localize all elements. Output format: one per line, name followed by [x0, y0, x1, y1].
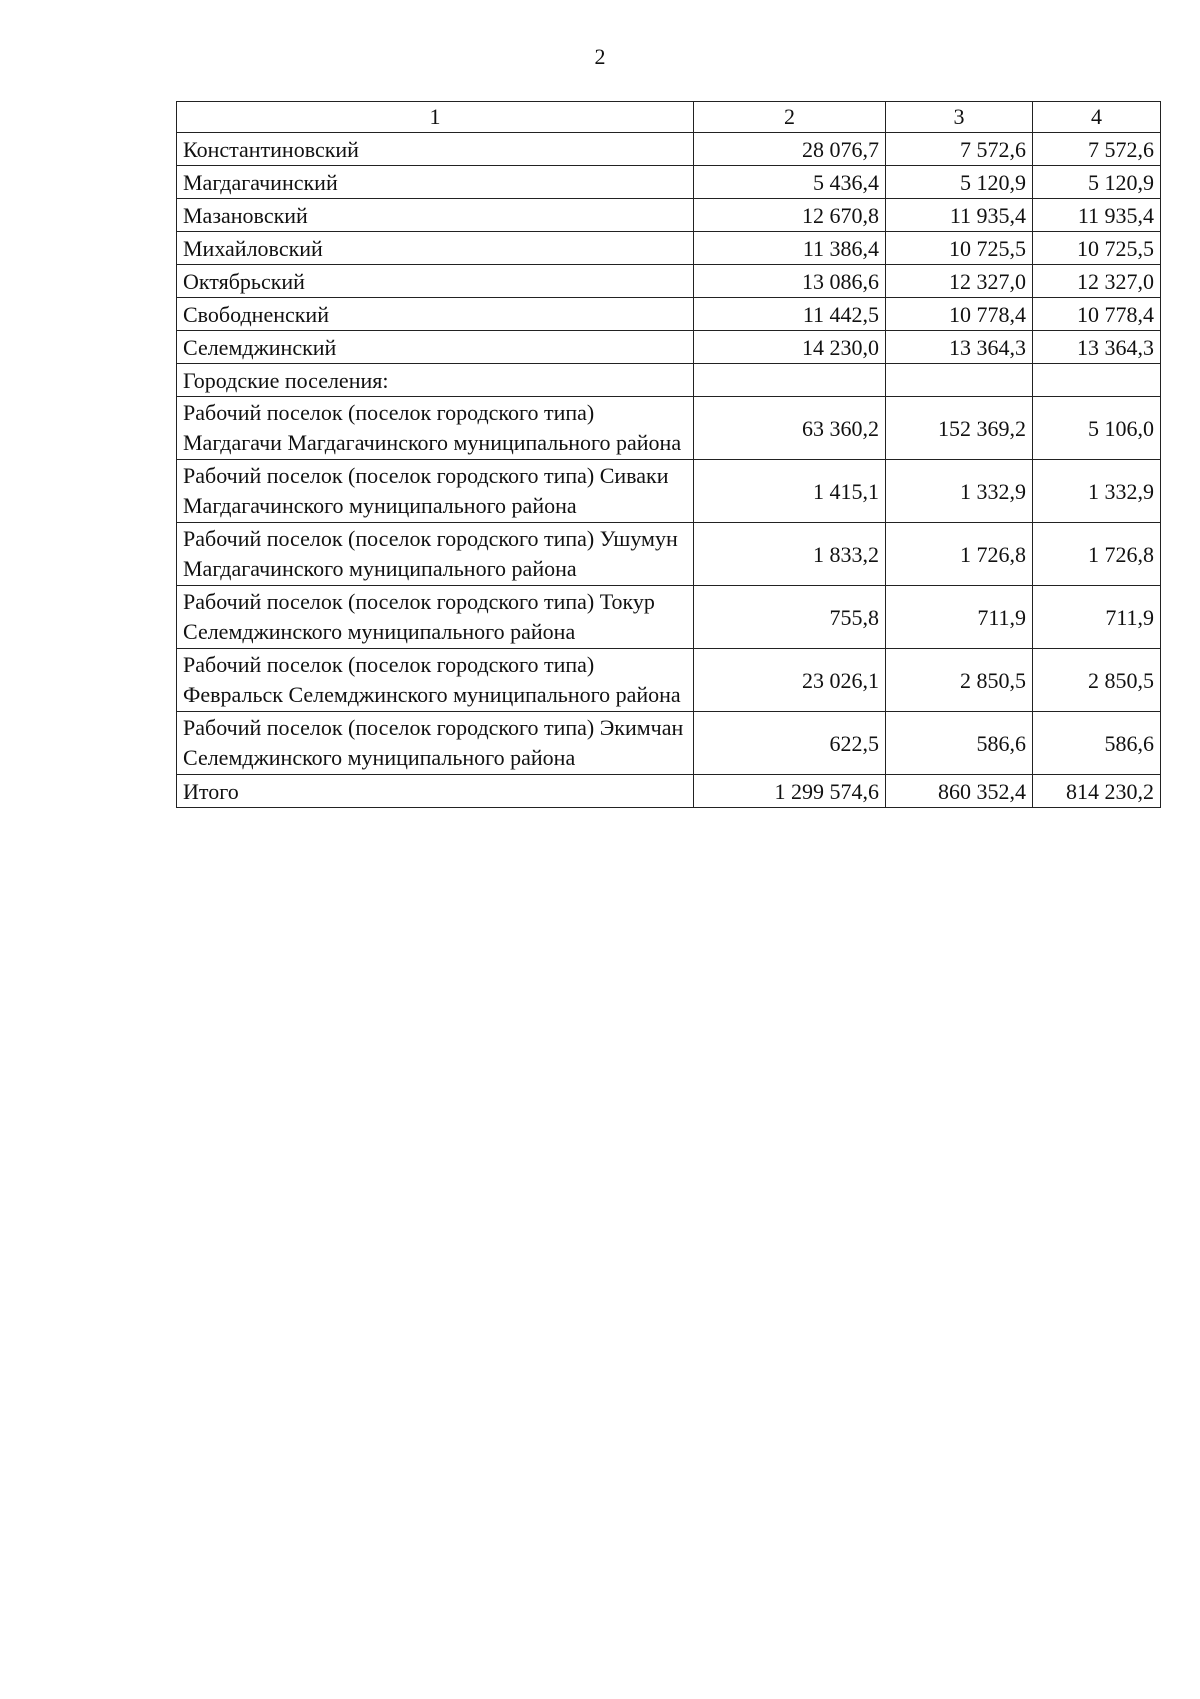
section-row: [177, 364, 1161, 397]
row-value-col-2: 14 230,0: [694, 331, 886, 364]
row-value-col-2: 11 442,5: [694, 298, 886, 331]
row-value-col-3: 1 726,8: [886, 523, 1033, 586]
row-name: Свободненский: [177, 298, 694, 331]
settlement-name: Рабочий поселок (поселок городского типа) Февральск Селемджинского муниципального района: [177, 649, 694, 712]
header-row: [177, 102, 1161, 133]
budget-table: [176, 101, 1161, 808]
row-value-col-4: 12 327,0: [1033, 265, 1161, 298]
table-row: [177, 298, 1161, 331]
empty-cell: [886, 364, 1033, 397]
row-value-col-3: 13 364,3: [886, 331, 1033, 364]
row-value-col-2: 755,8: [694, 586, 886, 649]
table-row: [177, 397, 1161, 460]
total-row: [177, 775, 1161, 808]
table-row: [177, 460, 1161, 523]
row-value-col-4: 10 725,5: [1033, 232, 1161, 265]
row-value-col-3: 7 572,6: [886, 133, 1033, 166]
row-value-col-4: 5 120,9: [1033, 166, 1161, 199]
total-value-col-2: 1 299 574,6: [694, 775, 886, 808]
row-value-col-2: 11 386,4: [694, 232, 886, 265]
row-name: Константиновский: [177, 133, 694, 166]
settlement-name: Рабочий поселок (поселок городского типа) Магдагачи Магдагачинского муниципального района: [177, 397, 694, 460]
header-col-3: 3: [886, 102, 1033, 133]
section-label: Городские поселения:: [177, 364, 694, 397]
row-value-col-3: 152 369,2: [886, 397, 1033, 460]
row-value-col-4: 1 726,8: [1033, 523, 1161, 586]
header-col-1: 1: [177, 102, 694, 133]
row-name: Магдагачинский: [177, 166, 694, 199]
row-value-col-3: 12 327,0: [886, 265, 1033, 298]
table-row: [177, 265, 1161, 298]
row-value-col-2: 622,5: [694, 712, 886, 775]
row-value-col-4: 10 778,4: [1033, 298, 1161, 331]
row-value-col-4: 13 364,3: [1033, 331, 1161, 364]
page-number: 2: [594, 44, 606, 69]
row-name: Михайловский: [177, 232, 694, 265]
row-value-col-3: 10 725,5: [886, 232, 1033, 265]
row-value-col-2: 12 670,8: [694, 199, 886, 232]
table-row: [177, 232, 1161, 265]
settlement-name: Рабочий поселок (поселок городского типа) Ушумун Магдагачинского муниципального района: [177, 523, 694, 586]
row-value-col-4: 1 332,9: [1033, 460, 1161, 523]
row-value-col-3: 11 935,4: [886, 199, 1033, 232]
table-row: [177, 586, 1161, 649]
row-value-col-4: 711,9: [1033, 586, 1161, 649]
table-row: [177, 649, 1161, 712]
row-value-col-4: 11 935,4: [1033, 199, 1161, 232]
table-row: [177, 199, 1161, 232]
row-value-col-2: 28 076,7: [694, 133, 886, 166]
total-value-col-3: 860 352,4: [886, 775, 1033, 808]
table-row: [177, 166, 1161, 199]
row-value-col-3: 5 120,9: [886, 166, 1033, 199]
row-value-col-4: 2 850,5: [1033, 649, 1161, 712]
settlement-name: Рабочий поселок (поселок городского типа) Сиваки Магдагачинского муниципального района: [177, 460, 694, 523]
table-row: [177, 331, 1161, 364]
row-name: Мазановский: [177, 199, 694, 232]
table-row: [177, 133, 1161, 166]
total-label: Итого: [177, 775, 694, 808]
total-value-col-4: 814 230,2: [1033, 775, 1161, 808]
row-value-col-2: 23 026,1: [694, 649, 886, 712]
row-value-col-2: 1 833,2: [694, 523, 886, 586]
row-value-col-3: 1 332,9: [886, 460, 1033, 523]
row-value-col-2: 63 360,2: [694, 397, 886, 460]
row-value-col-2: 5 436,4: [694, 166, 886, 199]
settlement-name: Рабочий поселок (поселок городского типа) Экимчан Селемджинского муниципального района: [177, 712, 694, 775]
row-name: Селемджинский: [177, 331, 694, 364]
empty-cell: [694, 364, 886, 397]
row-value-col-3: 2 850,5: [886, 649, 1033, 712]
row-value-col-4: 7 572,6: [1033, 133, 1161, 166]
table-row: [177, 523, 1161, 586]
row-value-col-2: 1 415,1: [694, 460, 886, 523]
row-value-col-4: 586,6: [1033, 712, 1161, 775]
header-col-2: 2: [694, 102, 886, 133]
header-col-4: 4: [1033, 102, 1161, 133]
row-value-col-3: 586,6: [886, 712, 1033, 775]
row-value-col-3: 10 778,4: [886, 298, 1033, 331]
row-value-col-2: 13 086,6: [694, 265, 886, 298]
row-value-col-4: 5 106,0: [1033, 397, 1161, 460]
table-row: [177, 712, 1161, 775]
row-name: Октябрьский: [177, 265, 694, 298]
settlement-name: Рабочий поселок (поселок городского типа) Токур Селемджинского муниципального района: [177, 586, 694, 649]
row-value-col-3: 711,9: [886, 586, 1033, 649]
empty-cell: [1033, 364, 1161, 397]
